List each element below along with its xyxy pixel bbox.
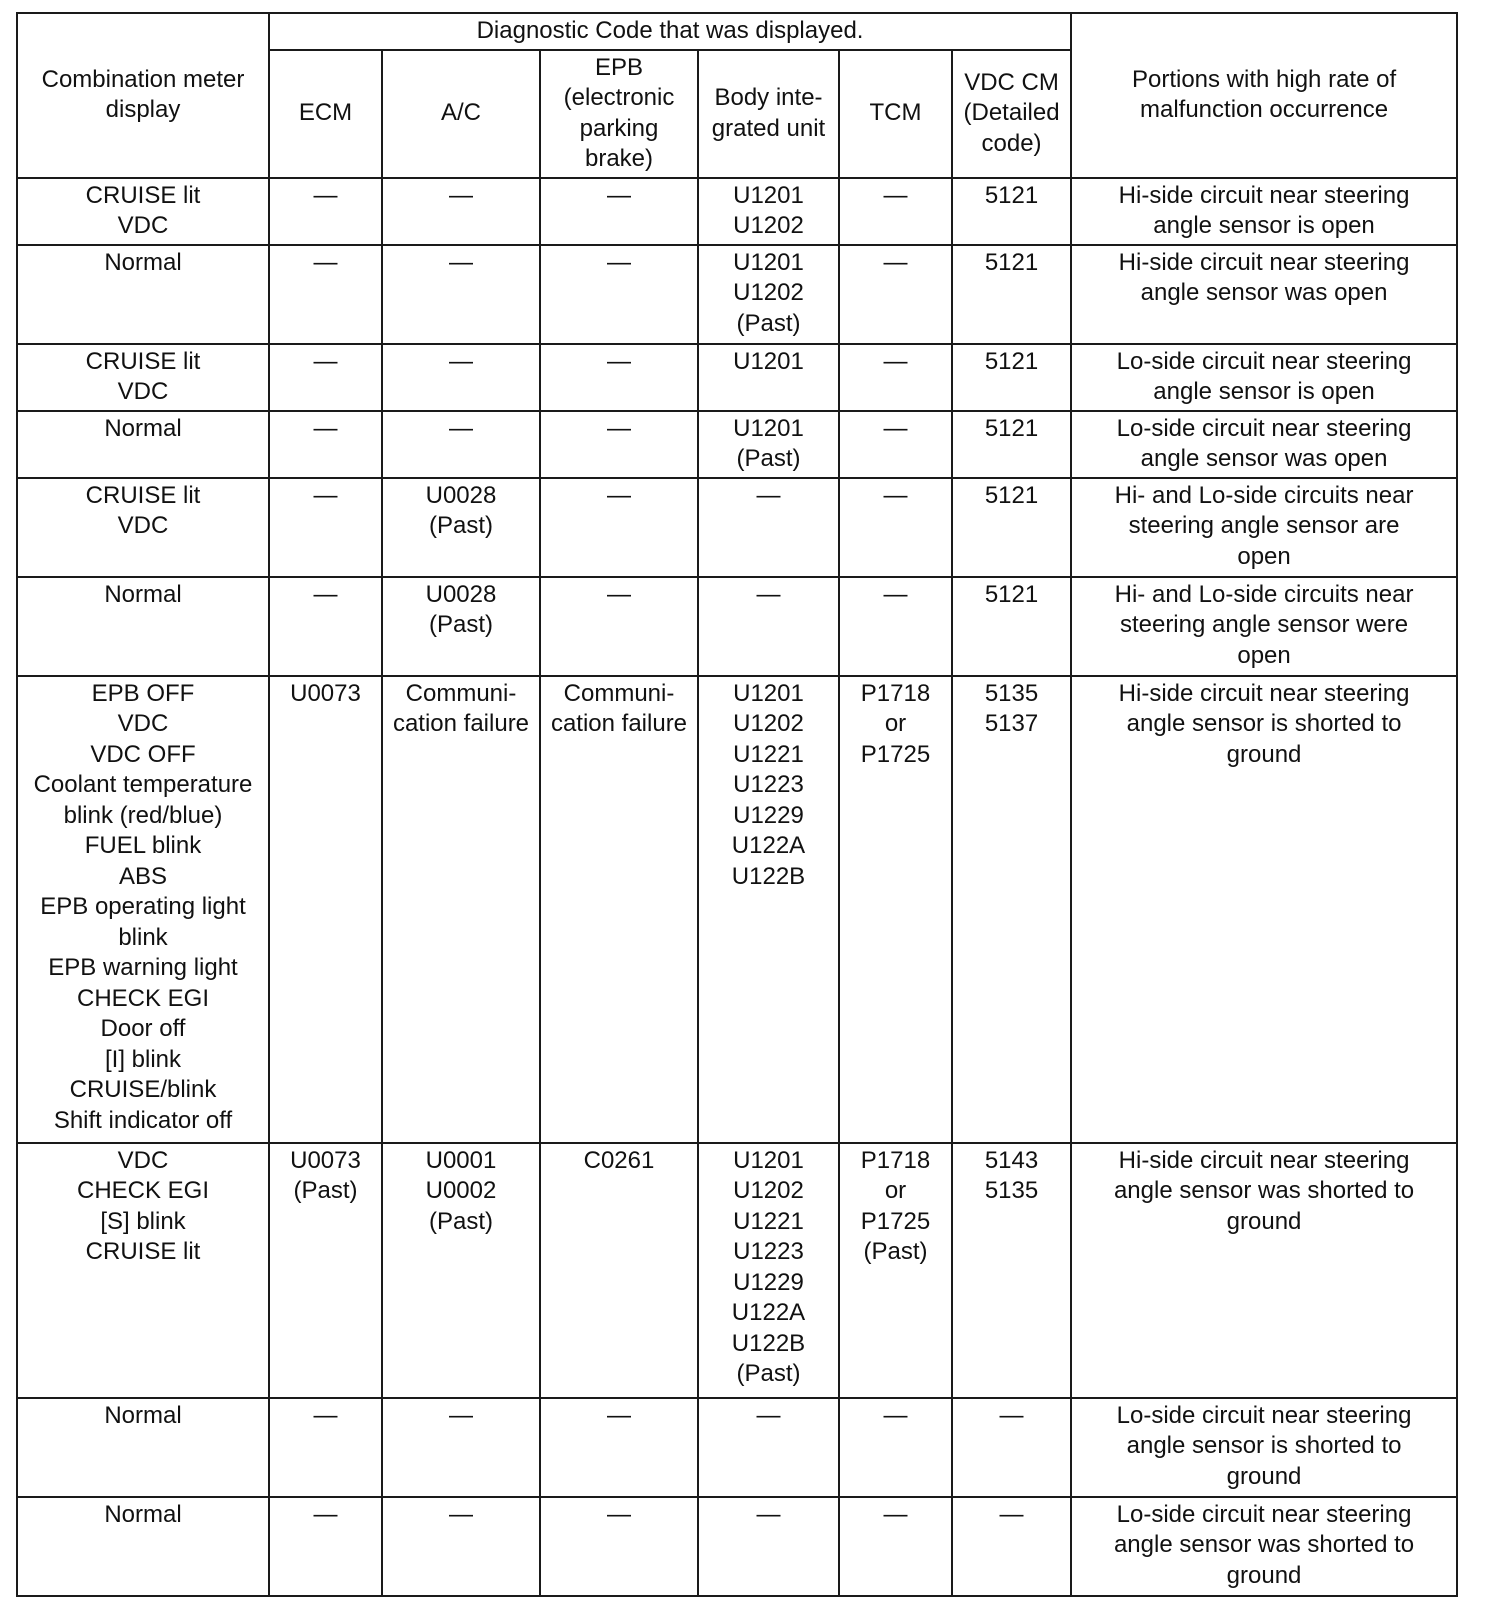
cell-portion-malfunction: Hi-side circuit near steering angle sensor was shorted to ground (1071, 1143, 1457, 1398)
table-row (17, 245, 1457, 344)
header-diagnostic-code-group: Diagnostic Code that was displayed. (269, 13, 1071, 50)
cell-ecm: — (269, 178, 382, 245)
cell-tcm: — (839, 1497, 952, 1596)
cell-ac: — (382, 344, 540, 411)
cell-combination-meter-display: CRUISE lit VDC (17, 344, 269, 411)
cell-portion-malfunction: Hi-side circuit near steering angle sensor is shorted to ground (1071, 676, 1457, 1143)
cell-ac: — (382, 411, 540, 478)
cell-combination-meter-display: Normal (17, 411, 269, 478)
cell-ac: — (382, 1497, 540, 1596)
table-row (17, 411, 1457, 478)
cell-ac: U0001 U0002 (Past) (382, 1143, 540, 1398)
cell-tcm: — (839, 1398, 952, 1497)
cell-tcm: — (839, 478, 952, 577)
header-ac: A/C (382, 50, 540, 178)
cell-ecm: U0073 (269, 676, 382, 1143)
cell-ecm: — (269, 577, 382, 676)
cell-ecm: — (269, 478, 382, 577)
cell-combination-meter-display: Normal (17, 245, 269, 344)
cell-ecm: U0073 (Past) (269, 1143, 382, 1398)
table-row (17, 1398, 1457, 1497)
cell-body-integrated-unit: — (698, 577, 839, 676)
cell-epb: — (540, 1497, 698, 1596)
table-row (17, 1497, 1457, 1596)
cell-tcm: P1718 or P1725 (839, 676, 952, 1143)
cell-portion-malfunction: Lo-side circuit near steering angle sensor was open (1071, 411, 1457, 478)
cell-portion-malfunction: Hi-side circuit near steering angle sensor is open (1071, 178, 1457, 245)
cell-combination-meter-display: EPB OFF VDC VDC OFF Coolant temperature blink (red/blue) FUEL blink ABS EPB operating light blink EPB warning light CHECK EGI Door off [I] blink CRUISE/blink Shift indicator off (17, 676, 269, 1143)
cell-combination-meter-display: CRUISE lit VDC (17, 178, 269, 245)
header-portions-malfunction: Portions with high rate of malfunction occurrence (1071, 13, 1457, 178)
header-body-integrated-unit: Body inte- grated unit (698, 50, 839, 178)
cell-portion-malfunction: Lo-side circuit near steering angle sensor is open (1071, 344, 1457, 411)
cell-vdc-cm: — (952, 1398, 1071, 1497)
cell-combination-meter-display: Normal (17, 1398, 269, 1497)
cell-tcm: P1718 or P1725 (Past) (839, 1143, 952, 1398)
cell-combination-meter-display: VDC CHECK EGI [S] blink CRUISE lit (17, 1143, 269, 1398)
cell-portion-malfunction: Hi- and Lo-side circuits near steering angle sensor are open (1071, 478, 1457, 577)
cell-epb: Communi- cation failure (540, 676, 698, 1143)
cell-ac: — (382, 178, 540, 245)
cell-tcm: — (839, 178, 952, 245)
cell-vdc-cm: 5121 (952, 577, 1071, 676)
cell-body-integrated-unit: U1201 (Past) (698, 411, 839, 478)
cell-body-integrated-unit: U1201 (698, 344, 839, 411)
cell-epb: — (540, 245, 698, 344)
cell-tcm: — (839, 344, 952, 411)
cell-epb: C0261 (540, 1143, 698, 1398)
cell-combination-meter-display: CRUISE lit VDC (17, 478, 269, 577)
cell-ecm: — (269, 1398, 382, 1497)
cell-ac: — (382, 1398, 540, 1497)
header-tcm: TCM (839, 50, 952, 178)
cell-portion-malfunction: Hi-side circuit near steering angle sensor was open (1071, 245, 1457, 344)
cell-ecm: — (269, 1497, 382, 1596)
cell-vdc-cm: 5121 (952, 245, 1071, 344)
cell-tcm: — (839, 411, 952, 478)
header-combination-meter-display: Combination meter display (17, 13, 269, 178)
table-row (17, 1143, 1457, 1398)
header-ecm: ECM (269, 50, 382, 178)
cell-ac: U0028 (Past) (382, 478, 540, 577)
table-row (17, 478, 1457, 577)
cell-ac: — (382, 245, 540, 344)
cell-body-integrated-unit: — (698, 1398, 839, 1497)
header-epb: EPB (electronic parking brake) (540, 50, 698, 178)
cell-tcm: — (839, 245, 952, 344)
cell-body-integrated-unit: U1201 U1202 U1221 U1223 U1229 U122A U122B (698, 676, 839, 1143)
cell-combination-meter-display: Normal (17, 577, 269, 676)
cell-epb: — (540, 478, 698, 577)
cell-tcm: — (839, 577, 952, 676)
cell-body-integrated-unit: — (698, 478, 839, 577)
cell-body-integrated-unit: U1201 U1202 (Past) (698, 245, 839, 344)
cell-vdc-cm: 5143 5135 (952, 1143, 1071, 1398)
cell-vdc-cm: 5121 (952, 178, 1071, 245)
table-body (17, 178, 1457, 1596)
cell-epb: — (540, 178, 698, 245)
cell-portion-malfunction: Lo-side circuit near steering angle sensor was shorted to ground (1071, 1497, 1457, 1596)
cell-vdc-cm: — (952, 1497, 1071, 1596)
table-row (17, 577, 1457, 676)
cell-vdc-cm: 5121 (952, 344, 1071, 411)
table-row (17, 178, 1457, 245)
cell-ac: Communi- cation failure (382, 676, 540, 1143)
table-row (17, 676, 1457, 1143)
cell-ac: U0028 (Past) (382, 577, 540, 676)
cell-vdc-cm: 5135 5137 (952, 676, 1071, 1143)
cell-vdc-cm: 5121 (952, 411, 1071, 478)
cell-epb: — (540, 344, 698, 411)
cell-body-integrated-unit: U1201 U1202 U1221 U1223 U1229 U122A U122B (Past) (698, 1143, 839, 1398)
diagnostic-code-table (16, 12, 1458, 1597)
header-vdc-cm: VDC CM (Detailed code) (952, 50, 1071, 178)
cell-ecm: — (269, 411, 382, 478)
cell-epb: — (540, 577, 698, 676)
cell-vdc-cm: 5121 (952, 478, 1071, 577)
cell-ecm: — (269, 245, 382, 344)
cell-ecm: — (269, 344, 382, 411)
cell-portion-malfunction: Lo-side circuit near steering angle sensor is shorted to ground (1071, 1398, 1457, 1497)
cell-body-integrated-unit: — (698, 1497, 839, 1596)
cell-portion-malfunction: Hi- and Lo-side circuits near steering angle sensor were open (1071, 577, 1457, 676)
cell-combination-meter-display: Normal (17, 1497, 269, 1596)
cell-epb: — (540, 1398, 698, 1497)
cell-body-integrated-unit: U1201 U1202 (698, 178, 839, 245)
cell-epb: — (540, 411, 698, 478)
table-row (17, 344, 1457, 411)
